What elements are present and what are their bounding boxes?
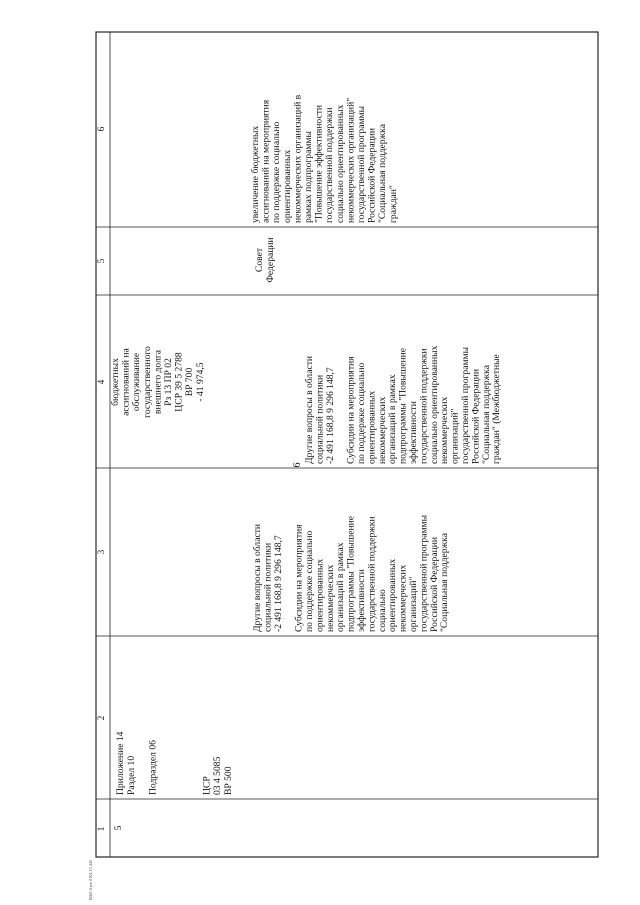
col5-line: организаций" <box>449 408 461 464</box>
col7-line: "Повышение эффективности <box>313 104 325 223</box>
header-col-4: 4 <box>96 379 106 385</box>
col5-line: подпрограммы "Повышение <box>397 347 409 464</box>
col3-line: социальной политики <box>262 542 274 632</box>
col5-line: -2 491 168,8 9 296 148,7 <box>324 367 336 464</box>
header-col-6: 6 <box>96 126 106 132</box>
col3-line: Субсидии на мероприятия <box>293 524 305 632</box>
col7-line: государственной поддержки <box>324 107 336 223</box>
col7-line: государственной программы <box>356 105 367 223</box>
col4-line: государственного <box>141 346 153 418</box>
column-4-source-text <box>110 346 206 418</box>
col7-line: граждан" <box>387 185 399 223</box>
col3-line: государственной программы <box>418 514 430 632</box>
column-7-justification <box>250 94 399 223</box>
col5-line: государственной поддержки <box>418 348 430 464</box>
col7-line: рамках подпрограммы <box>303 131 314 223</box>
col3-line: некоммерческих <box>324 564 336 632</box>
col3-line: "Социальная поддержка <box>439 533 451 632</box>
col6-line: Федерации <box>265 237 276 283</box>
col4-line: обслуживание <box>131 352 143 412</box>
col2-line: 03 4 5085 <box>212 756 224 795</box>
col3-line: ориентированных <box>314 558 326 632</box>
row-number: 5 <box>113 825 124 831</box>
col3-line: Российской Федерации <box>428 537 440 632</box>
header-col-1: 1 <box>96 826 106 832</box>
col5-line: организаций в рамках <box>387 374 399 464</box>
col3-line: организаций" <box>408 576 419 632</box>
col4-line: бюджетных <box>110 358 121 406</box>
col3-line: некоммерческих <box>397 564 409 632</box>
col5-line: Российской Федерации <box>470 368 482 464</box>
col5-line: ориентированных <box>366 390 378 464</box>
col5-line: эффективности <box>408 401 419 464</box>
col4-line: ВР 700 <box>184 367 196 397</box>
column-5-new-text <box>304 345 502 464</box>
col3-line: по поддержке социально <box>304 530 315 632</box>
col5-line: государственной программы <box>460 346 471 464</box>
col4-line: - 41 974,5 <box>194 362 206 402</box>
col5-line: некоммерческих <box>439 396 451 464</box>
col3-line: эффективности <box>356 569 367 632</box>
col5-line: граждан" (Межбюджетные <box>491 354 503 464</box>
footer-code: ВАО Азек 0104 15 445 <box>88 860 93 900</box>
col3-line: организаций в рамках <box>335 542 347 632</box>
col7-line: ассигнований на мероприятия <box>260 99 272 223</box>
col4-line: ассигнований на <box>120 348 132 416</box>
col4-line: Рз 13 ПР 02 <box>163 358 174 406</box>
col2-line: Раздел 10 <box>125 755 137 795</box>
col5-line: Другие вопросы в области <box>304 355 315 464</box>
col3-line: -2 491 168,8 9 296 148,7 <box>272 535 284 632</box>
col6-line: Совет <box>254 247 265 273</box>
col5-line: социальной политики <box>314 374 326 464</box>
col7-line: некоммерческих организаций в <box>292 94 304 223</box>
column-6-author <box>254 237 276 282</box>
column-3-old-text <box>252 514 450 632</box>
page-number: 6 <box>292 462 303 468</box>
col2-line: Приложение 14 <box>115 731 126 795</box>
header-col-2: 2 <box>96 715 106 721</box>
column-2-location <box>115 731 234 795</box>
col3-line: подпрограммы "Повышение <box>345 515 357 632</box>
col7-line: социально ориентированных <box>334 104 346 223</box>
col2-line: ЦСР <box>201 776 213 795</box>
col4-line: внешнего долга <box>152 349 164 415</box>
col5-line: некоммерческих <box>376 396 388 464</box>
header-col-3: 3 <box>96 549 106 555</box>
col3-line: Другие вопросы в области <box>252 523 263 632</box>
col3-line: ориентированных <box>387 558 399 632</box>
col5-line: "Социальная поддержка <box>480 365 492 464</box>
col7-line: Российской Федерации <box>366 128 378 223</box>
col7-line: по поддержке социально <box>271 121 283 223</box>
col3-line: государственной поддержки <box>366 516 378 632</box>
header-col-5: 5 <box>96 258 106 264</box>
col7-line: некоммерческих организаций" <box>345 97 357 223</box>
col7-line: "Социальная поддержка <box>377 124 389 223</box>
col5-line: социально ориентированных <box>428 345 440 464</box>
col3-line: социально <box>376 589 388 632</box>
col5-line: Субсидии на мероприятия <box>345 356 357 464</box>
header-row <box>96 126 106 831</box>
col7-line: ориентированных <box>281 149 293 223</box>
col5-line: по поддержке социально <box>356 362 367 464</box>
col4-line: ЦСР 39 5 2788 <box>173 352 185 412</box>
col2-line: ВР 500 <box>223 766 234 795</box>
col2-line: Подраздел 06 <box>147 740 159 795</box>
col7-line: увеличение бюджетных <box>250 125 261 223</box>
